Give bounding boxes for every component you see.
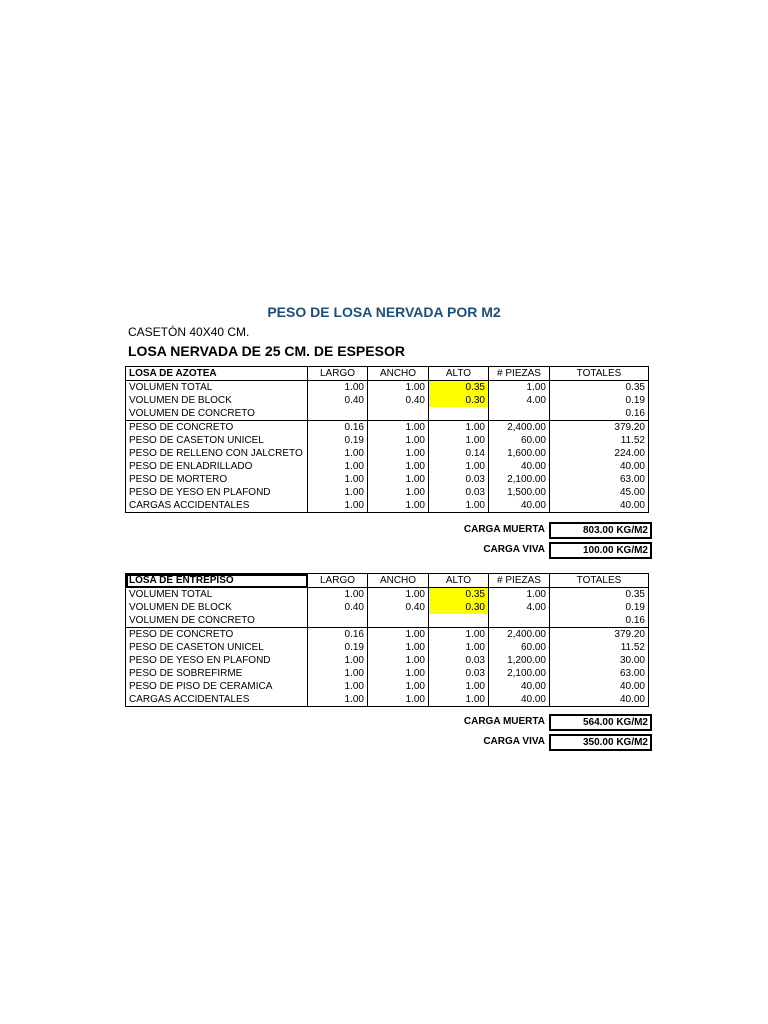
cell-largo: 1.00 (308, 447, 368, 460)
entrepiso-table-body (126, 574, 649, 707)
table-row (126, 447, 649, 460)
cell-largo: 1.00 (308, 486, 368, 499)
column-header-largo: LARGO (308, 367, 368, 381)
row-label: VOLUMEN TOTAL (126, 588, 308, 602)
cell-piezas: 2,100.00 (489, 473, 550, 486)
table-row (126, 588, 649, 602)
cell-total: 0.35 (550, 588, 649, 602)
cell-piezas: 4.00 (489, 394, 550, 407)
cell-alto: 1.00 (429, 680, 489, 693)
cell-total: 0.19 (550, 394, 649, 407)
cell-ancho: 1.00 (368, 588, 429, 602)
cell-largo (308, 614, 368, 628)
cell-ancho: 1.00 (368, 628, 429, 642)
row-label: PESO DE ENLADRILLADO (126, 460, 308, 473)
cell-alto: 1.00 (429, 434, 489, 447)
column-header-piezas: # PIEZAS (489, 367, 550, 381)
cell-largo: 0.16 (308, 421, 368, 435)
table-row (126, 601, 649, 614)
table-row (126, 680, 649, 693)
cell-piezas: 40.00 (489, 693, 550, 707)
cell-piezas: 40.00 (489, 460, 550, 473)
cell-ancho: 1.00 (368, 680, 429, 693)
row-label: PESO DE YESO EN PLAFOND (126, 486, 308, 499)
table-row (126, 693, 649, 707)
cell-total: 30.00 (550, 654, 649, 667)
cell-ancho (368, 614, 429, 628)
cell-largo: 0.16 (308, 628, 368, 642)
row-label: PESO DE CASETON UNICEL (126, 641, 308, 654)
cell-largo: 1.00 (308, 381, 368, 395)
cell-ancho: 0.40 (368, 394, 429, 407)
azotea-table (125, 366, 649, 513)
section-name: LOSA DE AZOTEA (126, 367, 308, 381)
row-label: VOLUMEN DE CONCRETO (126, 614, 308, 628)
cell-ancho: 1.00 (368, 693, 429, 707)
cell-alto: 1.00 (429, 641, 489, 654)
cell-largo: 0.40 (308, 394, 368, 407)
row-label: PESO DE RELLENO CON JALCRETO (126, 447, 308, 460)
cell-largo: 1.00 (308, 667, 368, 680)
cell-alto: 0.03 (429, 473, 489, 486)
cell-largo: 1.00 (308, 680, 368, 693)
table-row (126, 434, 649, 447)
row-label: PESO DE MORTERO (126, 473, 308, 486)
entrepiso-carga-viva-label: CARGA VIVA (483, 736, 545, 747)
cell-ancho: 1.00 (368, 654, 429, 667)
cell-alto: 0.14 (429, 447, 489, 460)
cell-ancho (368, 407, 429, 421)
cell-ancho: 1.00 (368, 460, 429, 473)
cell-alto (429, 407, 489, 421)
cell-alto: 1.00 (429, 693, 489, 707)
cell-ancho: 1.00 (368, 421, 429, 435)
cell-alto (429, 614, 489, 628)
cell-alto: 1.00 (429, 421, 489, 435)
cell-ancho: 1.00 (368, 499, 429, 513)
row-label: PESO DE CASETON UNICEL (126, 434, 308, 447)
azotea-carga-viva-value: 100.00 KG/M2 (549, 542, 652, 559)
row-label: CARGAS ACCIDENTALES (126, 693, 308, 707)
cell-total: 224.00 (550, 447, 649, 460)
azotea-table-body (126, 367, 649, 513)
cell-total: 11.52 (550, 434, 649, 447)
table-row (126, 641, 649, 654)
azotea-carga-muerta-label: CARGA MUERTA (463, 524, 545, 535)
cell-alto: 1.00 (429, 628, 489, 642)
losa-subtitle: LOSA NERVADA DE 25 CM. DE ESPESOR (128, 343, 405, 359)
column-header-total: TOTALES (550, 574, 649, 588)
header-row (126, 367, 649, 381)
cell-total: 45.00 (550, 486, 649, 499)
table-row (126, 628, 649, 642)
cell-largo: 1.00 (308, 588, 368, 602)
cell-total: 379.20 (550, 421, 649, 435)
cell-piezas: 40.00 (489, 680, 550, 693)
caseton-subtitle: CASETÓN 40X40 CM. (128, 325, 250, 339)
cell-largo: 1.00 (308, 654, 368, 667)
cell-alto: 0.35 (429, 588, 489, 602)
cell-largo: 1.00 (308, 693, 368, 707)
section-name: LOSA DE ENTREPISO (126, 574, 308, 588)
column-header-piezas: # PIEZAS (489, 574, 550, 588)
cell-total: 0.35 (550, 381, 649, 395)
cell-alto: 0.03 (429, 654, 489, 667)
column-header-alto: ALTO (429, 367, 489, 381)
cell-total: 11.52 (550, 641, 649, 654)
table-row (126, 486, 649, 499)
cell-piezas (489, 407, 550, 421)
cell-alto: 1.00 (429, 499, 489, 513)
header-row (126, 574, 649, 588)
row-label: PESO DE CONCRETO (126, 628, 308, 642)
row-label: VOLUMEN DE CONCRETO (126, 407, 308, 421)
cell-ancho: 0.40 (368, 601, 429, 614)
column-header-alto: ALTO (429, 574, 489, 588)
cell-piezas: 60.00 (489, 434, 550, 447)
cell-total: 40.00 (550, 693, 649, 707)
column-header-ancho: ANCHO (368, 367, 429, 381)
table-row (126, 499, 649, 513)
cell-alto: 1.00 (429, 460, 489, 473)
row-label: PESO DE YESO EN PLAFOND (126, 654, 308, 667)
row-label: CARGAS ACCIDENTALES (126, 499, 308, 513)
entrepiso-carga-muerta-label: CARGA MUERTA (463, 716, 545, 727)
table-row (126, 473, 649, 486)
cell-largo: 0.19 (308, 434, 368, 447)
cell-piezas: 1.00 (489, 381, 550, 395)
entrepiso-carga-viva-value: 350.00 KG/M2 (549, 734, 652, 751)
cell-total: 63.00 (550, 667, 649, 680)
row-label: PESO DE PISO DE CERAMICA (126, 680, 308, 693)
table-row (126, 667, 649, 680)
cell-total: 0.16 (550, 407, 649, 421)
cell-ancho: 1.00 (368, 434, 429, 447)
cell-piezas: 2,400.00 (489, 421, 550, 435)
cell-total: 40.00 (550, 499, 649, 513)
row-label: PESO DE CONCRETO (126, 421, 308, 435)
page-title: PESO DE LOSA NERVADA POR M2 (267, 304, 501, 320)
cell-piezas: 1,500.00 (489, 486, 550, 499)
table-row (126, 614, 649, 628)
cell-ancho: 1.00 (368, 641, 429, 654)
cell-piezas: 4.00 (489, 601, 550, 614)
cell-ancho: 1.00 (368, 473, 429, 486)
row-label: VOLUMEN DE BLOCK (126, 394, 308, 407)
cell-total: 40.00 (550, 460, 649, 473)
entrepiso-table (125, 573, 649, 707)
cell-ancho: 1.00 (368, 667, 429, 680)
cell-total: 40.00 (550, 680, 649, 693)
entrepiso-carga-muerta-value: 564.00 KG/M2 (549, 714, 652, 731)
cell-piezas: 60.00 (489, 641, 550, 654)
row-label: PESO DE SOBREFIRME (126, 667, 308, 680)
cell-piezas: 40.00 (489, 499, 550, 513)
cell-largo: 0.40 (308, 601, 368, 614)
cell-total: 0.16 (550, 614, 649, 628)
table-row (126, 654, 649, 667)
cell-ancho: 1.00 (368, 381, 429, 395)
table-row (126, 460, 649, 473)
cell-largo (308, 407, 368, 421)
cell-piezas: 1,200.00 (489, 654, 550, 667)
cell-piezas: 2,400.00 (489, 628, 550, 642)
azotea-carga-viva-label: CARGA VIVA (483, 544, 545, 555)
row-label: VOLUMEN TOTAL (126, 381, 308, 395)
table-row (126, 407, 649, 421)
cell-ancho: 1.00 (368, 486, 429, 499)
cell-alto: 0.03 (429, 486, 489, 499)
table-row (126, 421, 649, 435)
row-label: VOLUMEN DE BLOCK (126, 601, 308, 614)
column-header-total: TOTALES (550, 367, 649, 381)
cell-piezas (489, 614, 550, 628)
cell-largo: 1.00 (308, 460, 368, 473)
cell-ancho: 1.00 (368, 447, 429, 460)
cell-piezas: 1.00 (489, 588, 550, 602)
cell-largo: 1.00 (308, 473, 368, 486)
cell-alto: 0.30 (429, 394, 489, 407)
azotea-carga-muerta-value: 803.00 KG/M2 (549, 522, 652, 539)
cell-total: 379.20 (550, 628, 649, 642)
cell-piezas: 2,100.00 (489, 667, 550, 680)
cell-largo: 1.00 (308, 499, 368, 513)
cell-alto: 0.30 (429, 601, 489, 614)
cell-total: 63.00 (550, 473, 649, 486)
cell-largo: 0.19 (308, 641, 368, 654)
cell-piezas: 1,600.00 (489, 447, 550, 460)
column-header-ancho: ANCHO (368, 574, 429, 588)
table-row (126, 394, 649, 407)
table-row (126, 381, 649, 395)
cell-alto: 0.03 (429, 667, 489, 680)
cell-alto: 0.35 (429, 381, 489, 395)
cell-total: 0.19 (550, 601, 649, 614)
column-header-largo: LARGO (308, 574, 368, 588)
